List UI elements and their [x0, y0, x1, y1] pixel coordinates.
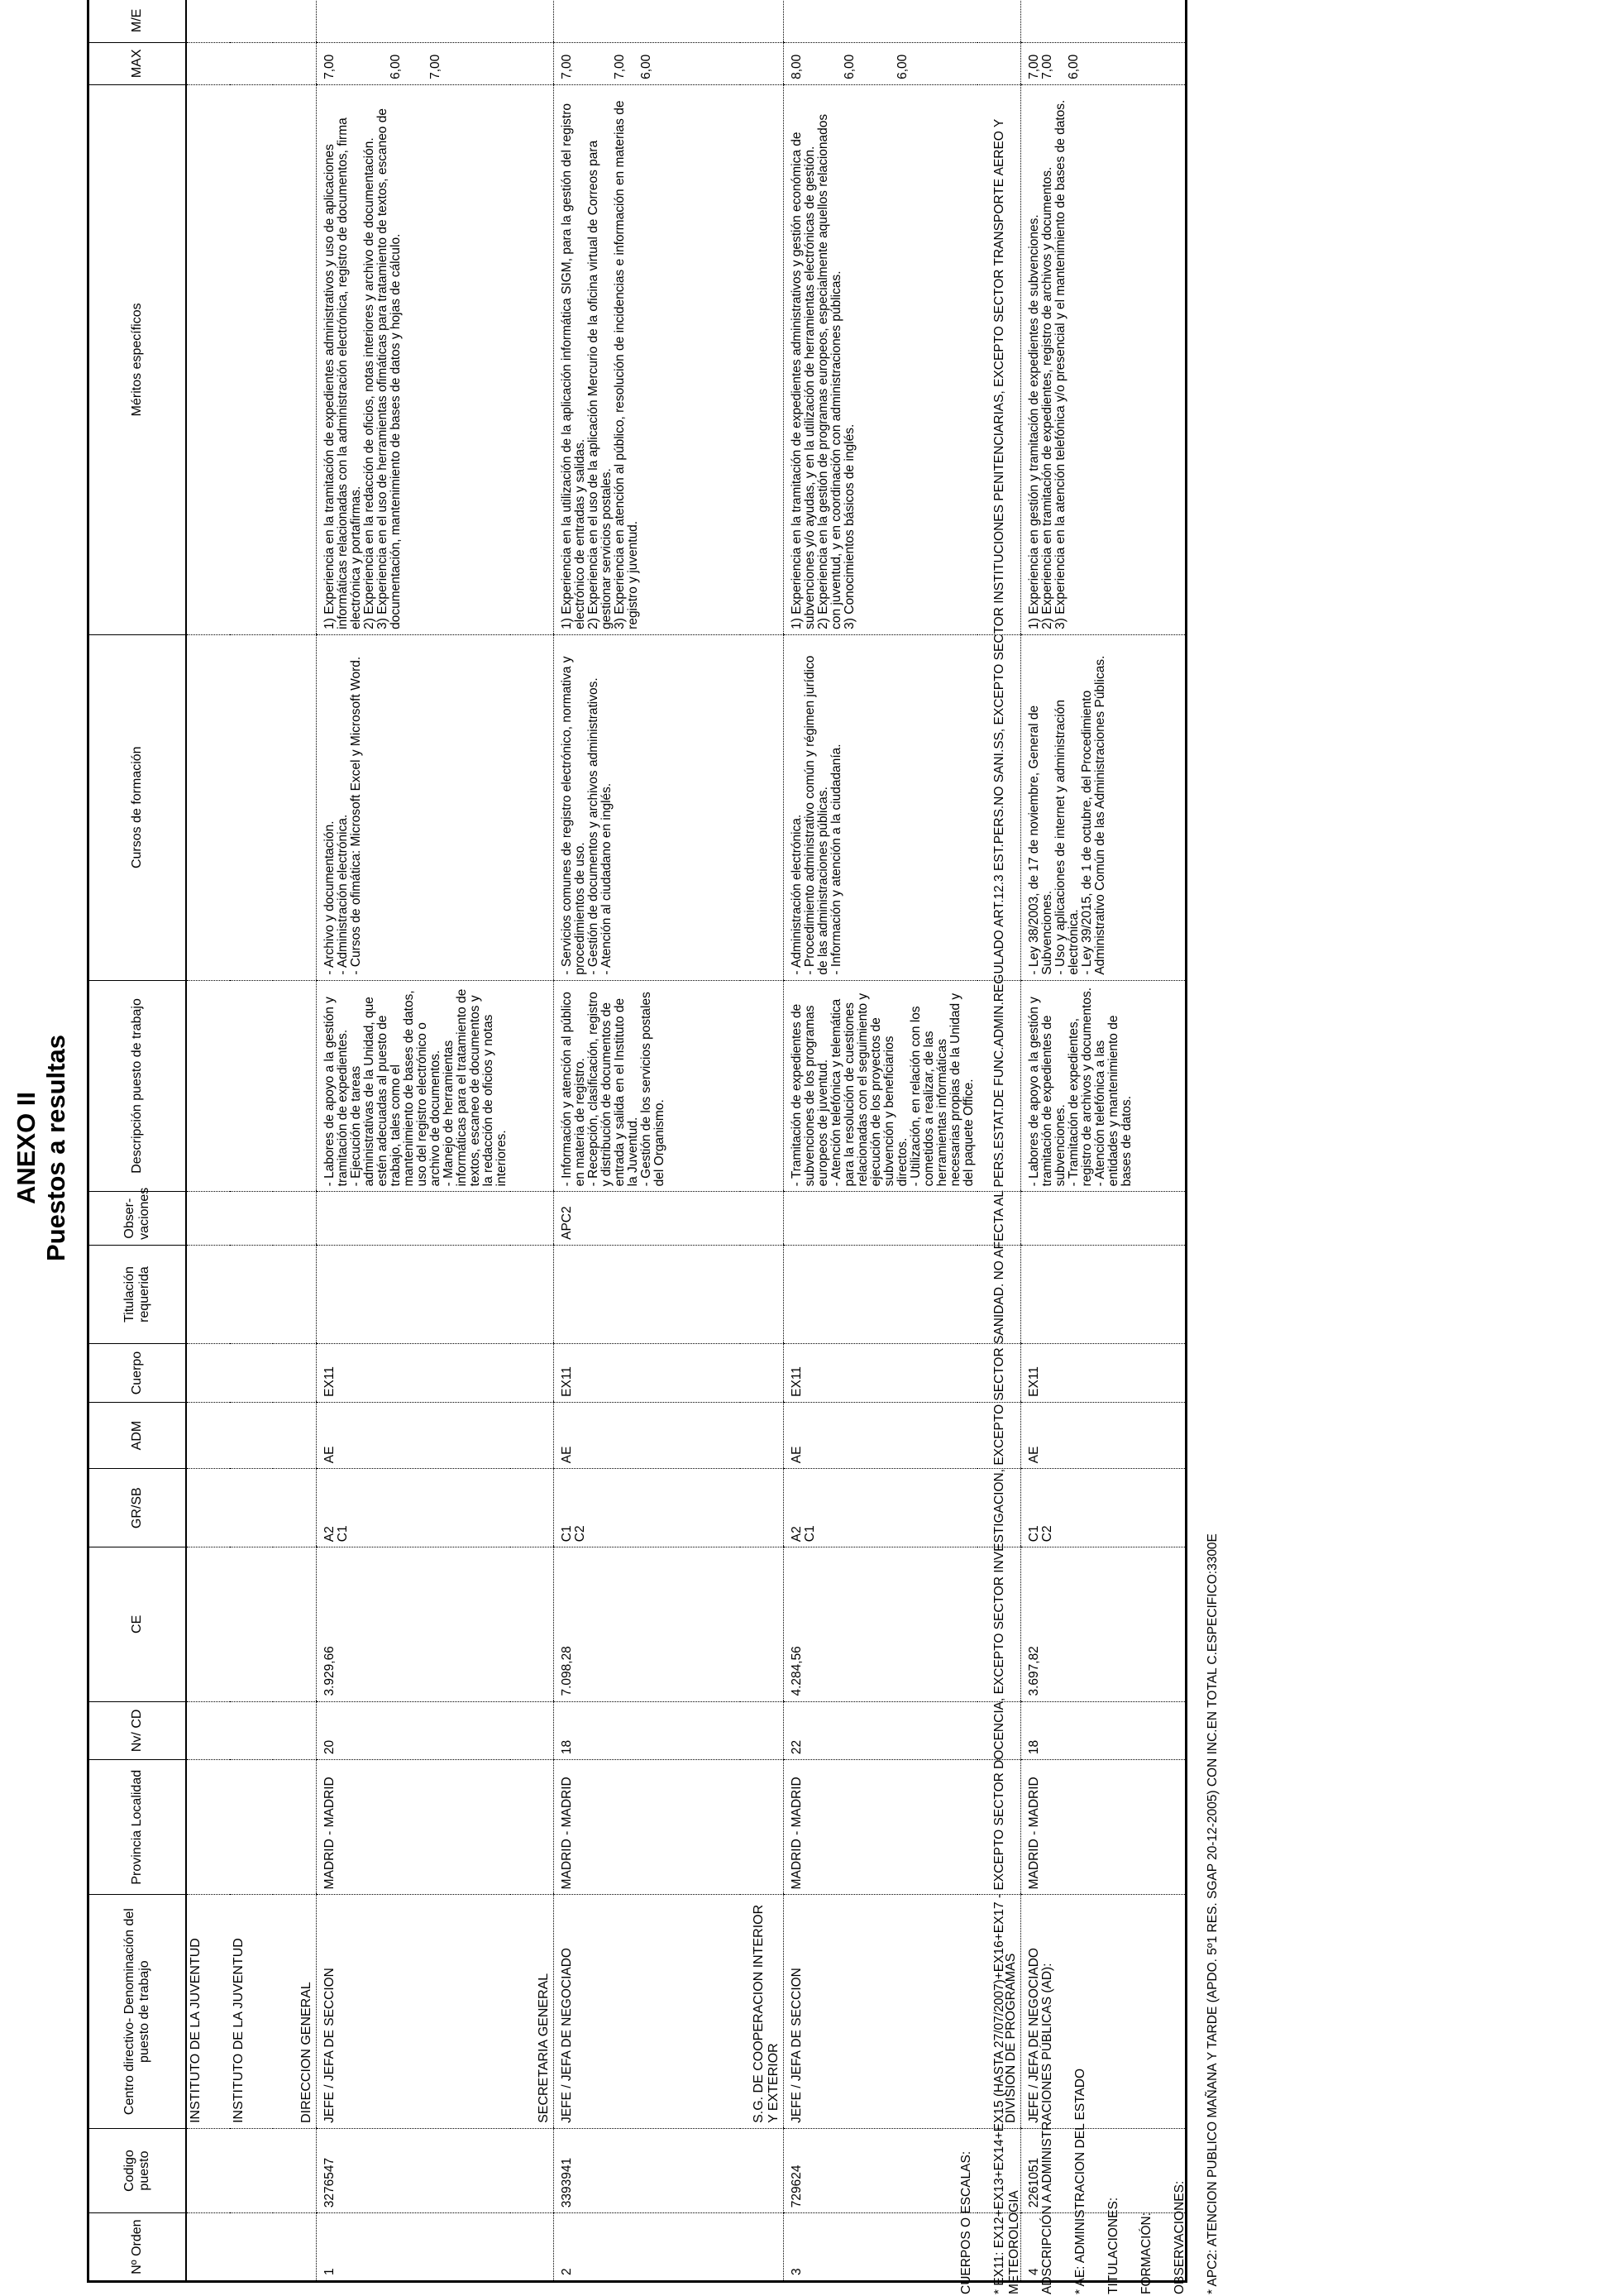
notes-observaciones-text: * APC2: ATENCION PUBLICO MAÑANA Y TARDE (APDO. 5º1 RES. SGAP 20-12-2005) CON INC.EN TOTAL C.ESPECIFICO:3300E [1206, 1533, 1220, 2294]
post-provincia: MADRID - MADRID [317, 1760, 511, 1895]
post-adm: AE [554, 1402, 740, 1468]
post-nivel: 22 [783, 1701, 977, 1760]
post-grupo: C1 C2 [554, 1469, 740, 1547]
post-provincia: MADRID - MADRID [1020, 1760, 1186, 1895]
post-nivel: 18 [554, 1701, 740, 1760]
col-orden: Nº Orden [88, 2213, 187, 2282]
unit-row [186, 0, 230, 2282]
post-descripcion: - Labores de apoyo a la gestión y tramitación de expedientes. - Ejecución de tareas administrativas de la Unidad, que estén adecuadas al puesto de trabajo, tales como el mantenimiento de bases de datos, uso del registro electrónico o archivo de documentos. - Manejo de herramientas informáticas para el tratamiento de textos, escaneo de documentos y la redacción de oficios y notas interiores. [317, 980, 511, 1192]
post-orden: 3 [783, 2213, 977, 2282]
unit-instituto-top: INSTITUTO DE LA JUVENTUD [186, 1895, 230, 2129]
post-max: 7,00 7,00 6,00 [1020, 42, 1186, 84]
unit-label: S.G. DE COOPERACION INTERIOR Y EXTERIOR [740, 1895, 784, 2129]
post-codigo: 3393941 [554, 2128, 740, 2212]
notes-cuerpos-text: * EX11: EX12+EX13+EX14+EX15 (HASTA 27/07/2007)+EX16+EX17 - EXCEPTO SECTOR DOCENCIA, EXCEPTO SECTOR INVESTIGACION, EXCEPTO SECTOR SANIDAD. NO AFECTA AL PERS.ESTAT.DE FUNC.ADMIN.REGULADO ART.12.3 EST.PERS.NO SANI.SS, EXCEPTO SECTOR INSTITUCIONES PENITENCIARIAS, EXCEPTO SECTOR TRANSPORTE AEREO Y METEOROLOGIA [992, 119, 1021, 2294]
post-titulacion [554, 1245, 740, 1343]
annex-title: ANEXO II [12, 1091, 41, 1205]
col-adm: ADM [88, 1402, 187, 1468]
col-ce: CE [88, 1547, 187, 1701]
unit-label: SECRETARIA GENERAL [510, 1895, 554, 2129]
post-provincia: MADRID - MADRID [783, 1760, 977, 1895]
post-provincia: MADRID - MADRID [554, 1760, 740, 1895]
post-descripcion: - Información y atención al público en materia de registro. - Recepción, clasificación, registro y distribución de documentos de entrada y salida en el Instituto de la Juventud. - Gestión de los servicios postales del Organismo. [554, 980, 740, 1192]
post-cursos: - Ley 38/2003, de 17 de noviembre, General de Subvenciones. - Uso y aplicaciones de internet y administración electrónica. - Ley 39/2015, de 1 de octubre, del Procedimiento Administrativo Común de las Administraciones Públicas. [1020, 634, 1186, 980]
col-meritos: Méritos específicos [88, 84, 187, 634]
post-denominacion: JEFE / JEFA DE NEGOCIADO [554, 1895, 740, 2129]
post-me [1020, 0, 1186, 42]
post-max: 7,00 6,00 7,00 [317, 42, 511, 84]
col-cuerpo: Cuerpo [88, 1344, 187, 1403]
post-observaciones: APC2 [554, 1192, 740, 1246]
unit-row [740, 0, 784, 2282]
annex-subtitle: Puestos a resultas [41, 1035, 70, 1261]
unit-row [273, 0, 317, 2282]
post-cuerpo: EX11 [783, 1344, 977, 1403]
post-orden: 4 [1020, 2213, 1186, 2282]
post-cuerpo: EX11 [317, 1344, 511, 1403]
post-codigo: 3276547 [317, 2128, 511, 2212]
post-meritos: 1) Experiencia en la tramitación de expedientes administrativos y uso de aplicaciones informáticas relacionadas con la administración electrónica, registro de documentos, firma electrónica y portafirmas. 2) Experiencia en la redacción de oficios, notas interiores y archivo de documentación. 3) Experiencia en el uso de herramientas ofimáticas para tratamiento de textos, escaneo de documentación, mantenimiento de bases de datos y hojas de cálculo. [317, 84, 511, 634]
col-cursos: Cursos de formación [88, 634, 187, 980]
table-row [554, 0, 740, 2282]
table-header-row [88, 0, 187, 2282]
post-ce: 7.098,28 [554, 1547, 740, 1701]
col-codigo: Codigo puesto [88, 2128, 187, 2212]
post-me [554, 0, 740, 42]
post-titulacion [783, 1245, 977, 1343]
post-denominacion: JEFE / JEFA DE SECCION [317, 1895, 511, 2129]
col-observaciones: Obser- vaciones [88, 1192, 187, 1246]
post-max: 7,00 7,00 6,00 [554, 42, 740, 84]
notes-formacion-heading: FORMACIÓN: [1139, 2212, 1154, 2294]
post-grupo: A2 C1 [783, 1469, 977, 1547]
post-orden: 1 [317, 2213, 511, 2282]
post-codigo: 2261051 [1020, 2128, 1186, 2212]
post-ce: 3.929,66 [317, 1547, 511, 1701]
post-cuerpo: EX11 [1020, 1344, 1186, 1403]
unit-label: DIRECCION GENERAL [273, 1895, 317, 2129]
table-row [317, 0, 511, 2282]
post-meritos: 1) Experiencia en la tramitación de expedientes administrativos y gestión económica de subvenciones y/o ayudas, y en la utilización de herramientas electrónicas de gestión. 2) Experiencia en la gestión de programas europeos, especialmente aquellos relacionados con juventud, y en coordinación con administraciones públicas. 3) Conocimientos básicos de inglés. [783, 84, 977, 634]
notes-adscripcion-heading: ADSCRIPCIÓN A ADMINISTRACIONES PÚBLICAS (AD): [1040, 1963, 1054, 2294]
post-max: 8,00 6,00 6,00 [783, 42, 977, 84]
post-nivel: 18 [1020, 1701, 1186, 1760]
notes-titulaciones-heading: TITULACIONES: [1106, 2197, 1120, 2294]
post-titulacion [317, 1245, 511, 1343]
post-cuerpo: EX11 [554, 1344, 740, 1403]
post-denominacion: JEFE / JEFA DE SECCION [783, 1895, 977, 2129]
notes-observaciones-heading: OBSERVACIONES: [1173, 2180, 1187, 2294]
post-codigo: 729624 [783, 2128, 977, 2212]
col-grupo: GR/SB [88, 1469, 187, 1547]
col-provincia: Provincia Localidad [88, 1760, 187, 1895]
post-denominacion: JEFE / JEFA DE NEGOCIADO [1020, 1895, 1186, 2129]
post-meritos: 1) Experiencia en gestión y tramitación de expedientes de subvenciones. 2) Experiencia en tramitación de expedientes, registro de archivos y documentos. 3) Experiencia en la atención telefónica y/o presencial y el mantenimiento de bases de datos. [1020, 84, 1186, 634]
col-nivel: Nv/ CD [88, 1701, 187, 1760]
col-centro: Centro directivo- Denominación del puesto de trabajo [88, 1895, 187, 2129]
post-adm: AE [783, 1402, 977, 1468]
post-cursos: - Servicios comunes de registro electrónico, normativa y procedimientos de uso. - Gestión de documentos y archivos administrativos. - Atención al ciudadano en inglés. [554, 634, 740, 980]
post-orden: 2 [554, 2213, 740, 2282]
post-grupo: C1 C2 [1020, 1469, 1186, 1547]
post-descripcion: - Labores de apoyo a la gestión y tramitación de expedientes de subvenciones. - Tramitación de expedientes, registro de archivos y documentos. - Atención telefónica a las entidades y mantenimiento de bases de datos. [1020, 980, 1186, 1192]
col-titulacion: Titulación requerida [88, 1245, 187, 1343]
unit-instituto: INSTITUTO DE LA JUVENTUD [230, 1895, 273, 2129]
post-me [783, 0, 977, 42]
unit-row [510, 0, 554, 2282]
post-adm: AE [1020, 1402, 1186, 1468]
post-grupo: A2 C1 [317, 1469, 511, 1547]
col-descripcion: Descripción puesto de trabajo [88, 980, 187, 1192]
post-me [317, 0, 511, 42]
post-adm: AE [317, 1402, 511, 1468]
post-observaciones [783, 1192, 977, 1246]
post-nivel: 20 [317, 1701, 511, 1760]
post-ce: 3.697,82 [1020, 1547, 1186, 1701]
notes-adscripcion-text: * AE: ADMINISTRACION DEL ESTADO [1073, 2068, 1087, 2294]
unit-label: DIVISION DE PROGRAMAS [977, 1895, 1021, 2129]
unit-row [230, 0, 273, 2282]
col-max: MAX [88, 42, 187, 84]
post-ce: 4.284,56 [783, 1547, 977, 1701]
post-cursos: - Administración electrónica. - Procedimiento administrativo común y régimen jurídico de las administraciones públicas. - Información y atención a la ciudadanía. [783, 634, 977, 980]
post-observaciones [317, 1192, 511, 1246]
post-descripcion: - Tramitación de expedientes de subvenciones de los programas europeos de juventud. - Atención telefónica y telemática para la resolución de cuestiones relacionadas con el seguimiento y ejecución de los proyectos de subvención y beneficiarios directos. - Utilización, en relación con los cometidos a realizar, de las herramientas informáticas necesarias propias de la Unidad y del paquete Office. [783, 980, 977, 1192]
table-row [783, 0, 977, 2282]
footnotes [959, 61, 1220, 2294]
post-cursos: - Archivo y documentación. - Administración electrónica. - Cursos de ofimática: Microsoft Excel y Microsoft Word. [317, 634, 511, 980]
notes-cuerpos-heading: CUERPOS O ESCALAS: [959, 2150, 973, 2294]
post-meritos: 1) Experiencia en la utilización de la aplicación informática SIGM, para la gestión del registro electrónico de entradas y salidas. 2) Experiencia en el uso de la aplicación Mercurio de la oficina virtual de Correos para gestionar servicios postales. 3) Experiencia en atención al público, resolución de incidencias e información en materias de registro y juventud. [554, 84, 740, 634]
col-me: M/E [88, 0, 187, 42]
